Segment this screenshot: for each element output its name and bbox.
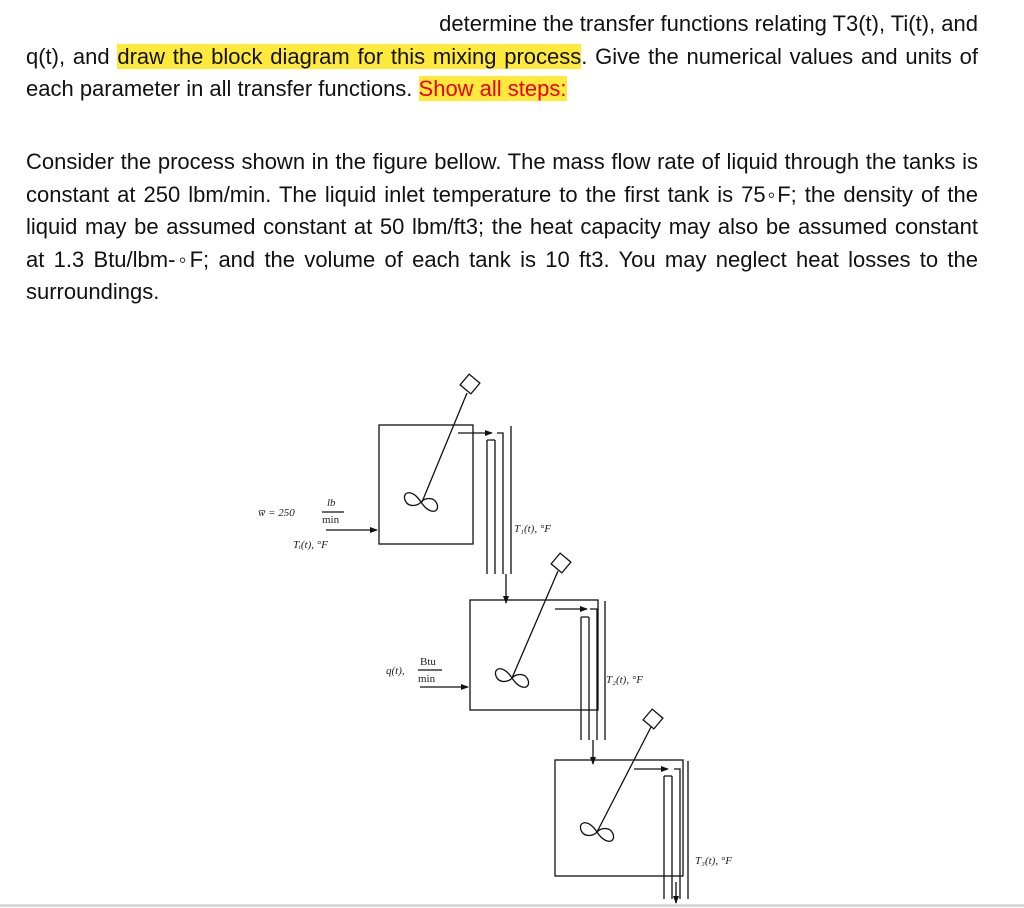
page-bottom-rule [0, 904, 1024, 907]
inlet-flow-label: w̅ = 250 [258, 507, 295, 519]
show-steps-label: Show all steps: [418, 76, 567, 101]
problem-text-a: q(t), and [26, 43, 118, 69]
tank3-temp-label: T₃(t), °F [695, 855, 732, 867]
overflow-pipe-1 [487, 426, 511, 574]
motor-1 [460, 374, 480, 394]
inlet-flow-unit-den: min [322, 514, 340, 526]
heat-unit-num: Btu [420, 656, 436, 668]
problem-text-b: . Give the numerical values and units of each parameter in all transfer functions. [26, 43, 978, 101]
overflow-pipe-2 [581, 601, 605, 740]
impeller-2 [495, 669, 528, 688]
highlight-block-diagram: draw the block diagram for this mixing process [117, 43, 582, 69]
tank-2 [470, 600, 598, 710]
heat-input-label: q(t), [386, 665, 405, 677]
tank2-temp-label: T₂(t), °F [606, 674, 643, 686]
motor-3 [643, 709, 663, 729]
stirrer-shaft-2 [512, 571, 558, 678]
inlet-flow-unit-num: lb [327, 497, 336, 509]
tank1-temp-label: T₁(t), °F [514, 523, 551, 535]
process-description: Consider the process shown in the figure bellow. The mass flow rate of liquid through the tanks is constant at 250 lbm/min. The liquid inlet temperature to the first tank is 75◦F; the density of the liquid may be assumed constant at 50 lbm/ft3; the heat capacity may also be assumed constant at 1.3 Btu/lbm-◦F; and the volume of each tank is 10 ft3. You may neglect heat losses to the surroundings. [26, 149, 978, 304]
impeller-1 [404, 493, 437, 512]
overflow-pipe-3 [664, 761, 688, 899]
stirrer-shaft-3 [597, 727, 651, 832]
motor-2 [551, 553, 571, 573]
inlet-temp-label: Tᵢ(t), °F [293, 539, 328, 551]
heat-unit-den: min [418, 673, 436, 685]
stirrer-shaft-1 [422, 393, 467, 502]
problem-line-1: determine the transfer functions relating T3(t), Ti(t), and [439, 11, 978, 36]
impeller-3 [580, 823, 613, 842]
tank-1 [379, 425, 473, 544]
